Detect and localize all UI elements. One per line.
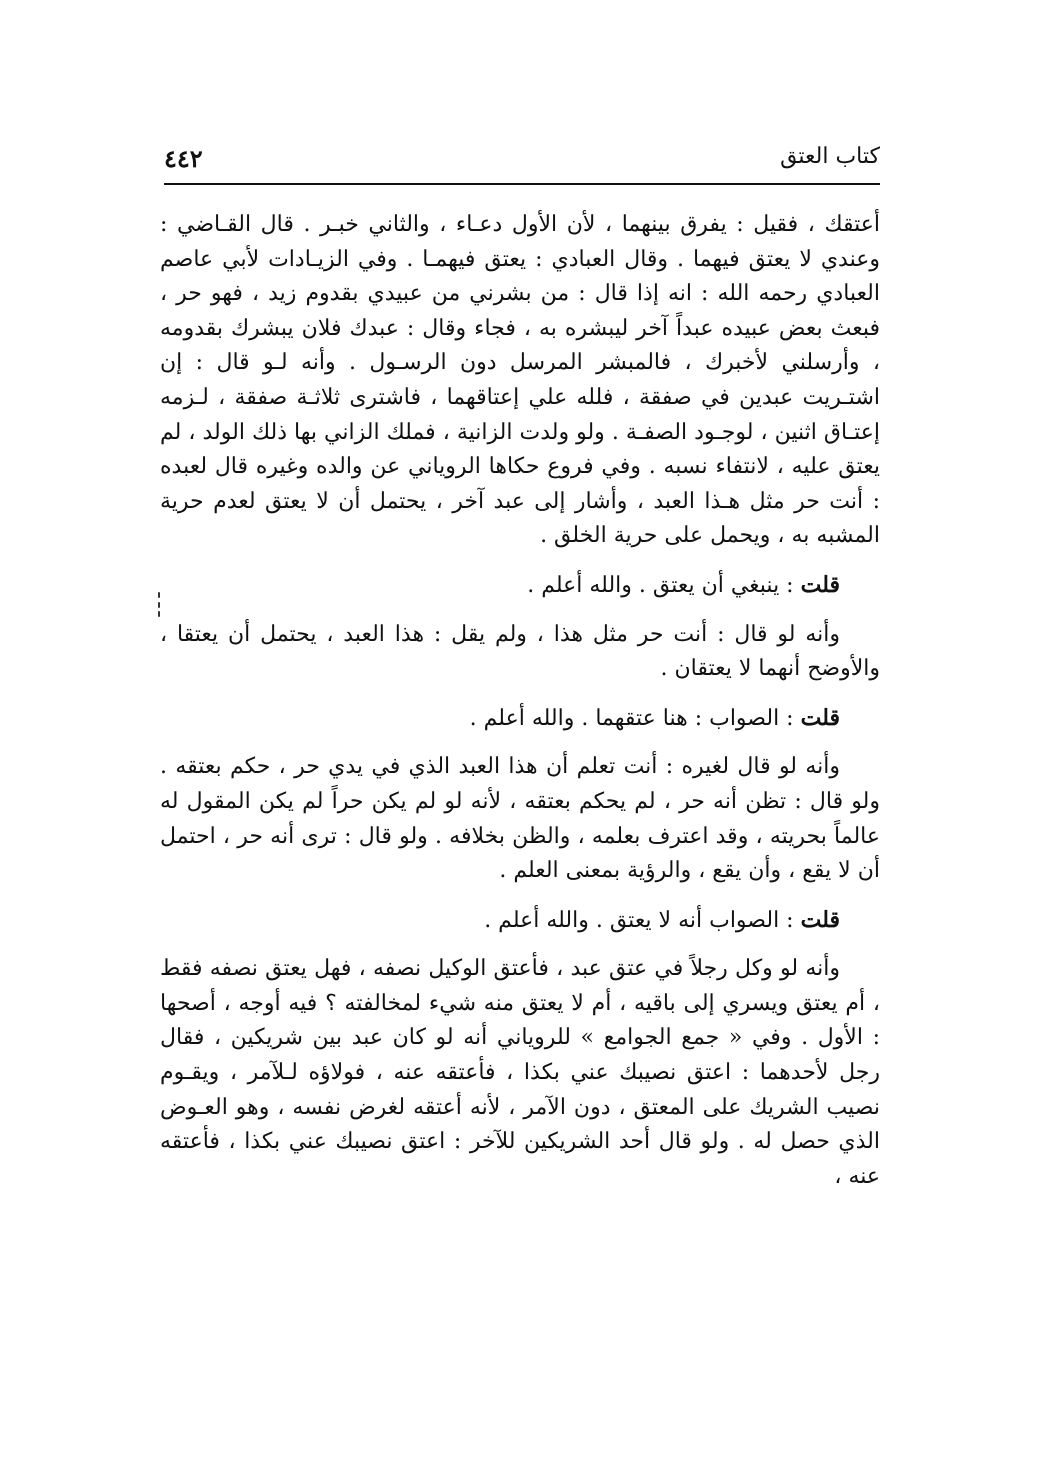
note-text: : ينبغي أن يعتق . والله أعلم . bbox=[527, 572, 801, 598]
note-paragraph-1 bbox=[160, 568, 880, 604]
body-text bbox=[160, 208, 880, 1194]
paragraph-text: وأنه لو وكل رجلاً في عتق عبد ، فأعتق الوكيل نصفه ، فهل يعتق نصفه فقط ، أم يعتق ويسري إلى باقيه ، أم لا يعتق منه شيء لمخالفته ؟ فيه أوجه ، أصحها : الأول . وفي « جمع الجوامع » للروياني أنه لو كان عبد بين شريكين ، فقال رجل لأحدهما : اعتق نصيبك عني بكذا ، فأعتقه عنه ، فولاؤه لـلآمر ، ويقـوم نصيب الشريك على المعتق ، دون الآمر ، لأنه أعتقه لغرض نفسه ، وهو العـوض الذي حصل له . ولو قال أحد الشريكين للآخر : اعتق نصيبك عني بكذا ، فأعتقه عنه ، bbox=[160, 956, 880, 1189]
running-title: كتاب العتق bbox=[780, 144, 880, 169]
paragraph-2 bbox=[160, 618, 880, 687]
note-paragraph-3 bbox=[160, 903, 880, 939]
paragraph-1 bbox=[160, 208, 880, 554]
note-paragraph-2 bbox=[160, 701, 880, 737]
paragraph-4 bbox=[160, 952, 880, 1194]
paragraph-text: وأنه لو قال : أنت حر مثل هذا ، ولم يقل : هذا العبد ، يحتمل أن يعتقا ، والأوضح أنهما لا يعتقان . bbox=[160, 621, 880, 682]
paragraph-text: أعتقك ، فقيل : يفرق بينهما ، لأن الأول دعـاء ، والثاني خبـر . قال القـاضي : وعندي لا يعتق فيهما . وقال العبادي : يعتق فيهمـا . وفي الزيـادات لأبي عاصم العبادي رحمه الله : انه إذا قال : من بشرني من عبيدي بقدوم زيد ، فهو حر ، فبعث بعض عبيده عبداً آخر ليبشره به ، فجاء وقال : عبدك فلان يبشرك بقدومه ، وأرسلني لأخبرك ، فالمبشر المرسل دون الرسـول . وأنه لـو قال : إن اشتـريت عبدين في صفقة ، فلله علي إعتاقهما ، فاشترى ثلاثـة صفقة ، لـزمه إعتـاق اثنين ، لوجـود الصفـة . ولو ولدت الزانية ، فملك الزاني بها ذلك الولد ، لم يعتق عليه ، لانتفاء نسبه . وفي فروع حكاها الروياني عن والده وغيره قال لعبده : أنت حر مثل هـذا العبد ، وأشار إلى عبد آخر ، يحتمل أن لا يعتق لعدم حرية المشبه به ، ويحمل على حرية الخلق . bbox=[160, 212, 880, 549]
note-label: قلت bbox=[800, 906, 840, 933]
paragraph-3 bbox=[160, 750, 880, 888]
paragraph-text: وأنه لو قال لغيره : أنت تعلم أن هذا العبد الذي في يدي حر ، حكم بعتقه . ولو قال : تظن أنه حر ، لم يحكم بعتقه ، لأنه لو لم يكن حراً لم يكن المقول له عالماً بحريته ، وقد اعترف بعلمه ، والظن بخلافه . ولو قال : ترى أنه حر ، احتمل أن لا يقع ، وأن يقع ، والرؤية بمعنى العلم . bbox=[160, 754, 880, 884]
header-rule bbox=[164, 183, 880, 185]
note-label: قلت bbox=[800, 571, 840, 598]
note-label: قلت bbox=[800, 704, 840, 731]
note-text: : الصواب : هنا عتقهما . والله أعلم . bbox=[469, 705, 801, 731]
page-header bbox=[164, 144, 880, 178]
note-text: : الصواب أنه لا يعتق . والله أعلم . bbox=[484, 907, 801, 933]
page-number: ٤٤٢ bbox=[164, 144, 203, 173]
